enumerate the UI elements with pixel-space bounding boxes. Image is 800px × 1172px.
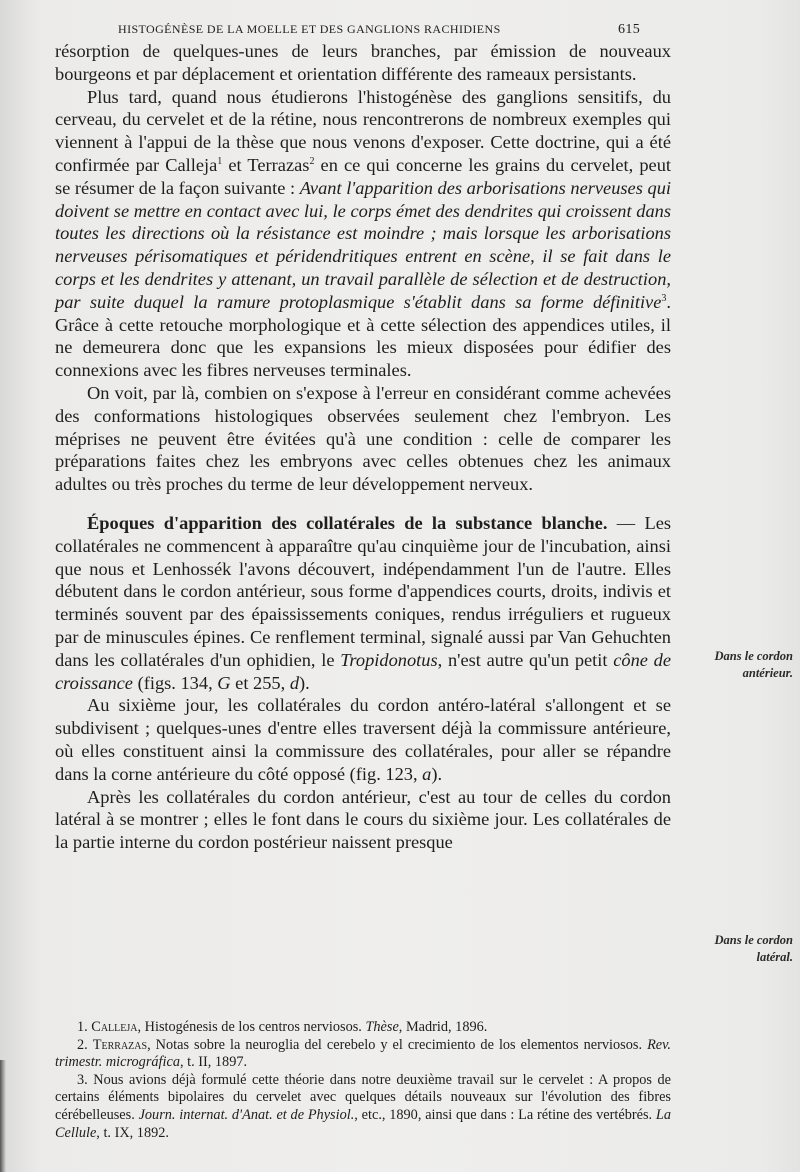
text-run: . Grâce à cette retouche morphologique et à cette sélection des appendices utiles, il ne demeurera donc que les expansions les mieux disposées pour édifier des connexions avec les fibres nerveuses terminales. (55, 291, 671, 381)
text-run: — Les collatérales ne commencent à apparaître qu'au cinquième jour de l'incubation, ainsi que nous et Lenhossék l'avons découvert, indépendamment l'un de l'autre. Elles débutent dans le cordon antérieur, sous forme d'appendices courts, droits, indivis et terminés souvent par des épaississements coniques, rendus irréguliers et rugueux par de minuscules épines. Ce renflement terminal, signalé aussi par Van Gehuchten dans les collatérales d'un ophidien, le (55, 512, 672, 670)
text-run: 3. Nous avions déjà formulé cette théorie dans notre deuxième travail sur le cervelet : A propos de certains éléments bipolaires du cervelet avec quelques détails nouveaux sur l'évolution des fibres cérébelleuses. (55, 1071, 671, 1123)
paragraph-1: résorption de quelques-unes de leurs branches, par émission de nouveaux bourgeons et par déplacement et orientation différente des rameaux persistants. (55, 41, 671, 84)
italic-term: d (289, 672, 300, 693)
text-run: , Histogénesis de los centros nerviosos. (137, 1019, 366, 1035)
section-heading: Époques d'apparition des collatérales de la substance blanche. (87, 512, 608, 533)
text-run: , Notas sobre la neuroglia del cerebelo y el crecimiento de los elementos nerviosos. (147, 1036, 648, 1053)
margin-note-anterior: Dans le cordon antérieur. (714, 649, 793, 680)
paragraph-6: Après les collatérales du cordon antérieur, c'est au tour de celles du cordon latéral à se montrer ; elles le font dans le cours du sixième jour. Les collatérales de la partie interne du cordon postérieur naissent presque (55, 786, 671, 853)
italic-quote: Avant l'apparition des arborisations nerveuses qui doivent se mettre en contact avec lui, le corps émet des dendrites qui croissent dans toutes les directions où la résistance est moindre ; mais lorsque les arborisations nerveuses périsomatiques et péridendritiques entrent en scène, il se fait dans le corps et les dendrites y attenant, un travail parallèle de sélection et de destruction, par suite duquel la ramure protoplasmique s'établit dans sa forme définitive (55, 177, 671, 312)
footnote-ref-2[interactable]: 2 (309, 155, 315, 167)
running-title: HISTOGÉNÈSE DE LA MOELLE ET DES GANGLIONS RACHIDIENS (118, 22, 501, 36)
paragraph-2 (55, 86, 671, 382)
page-number: 615 (618, 22, 641, 37)
page-edge-shadow (0, 1060, 6, 1172)
text-run: ). (431, 763, 443, 784)
footnote-number: 1. (77, 1019, 92, 1035)
text-run: , Madrid, 1896. (398, 1019, 488, 1035)
text-run: , etc., 1890, ainsi que dans : La rétine des vertébrés. (354, 1106, 656, 1123)
footnote-2 (55, 1037, 671, 1072)
italic-term: cône de croissance (55, 649, 671, 693)
footnote-author: Terrazas (92, 1036, 148, 1053)
footnote-author: Calleja (91, 1019, 138, 1035)
running-header (118, 22, 648, 37)
text-run: et 255, (230, 672, 290, 693)
italic-term: G (217, 672, 231, 693)
paragraph-3: On voit, par là, combien on s'expose à l'erreur en considérant comme achevées des conformations histologiques observées seulement chez l'embryon. Les méprises ne peuvent être évitées qu'à une condition : celle de comparer les préparations faites chez les embryons avec celles obtenues chez les animaux adultes ou très proches du terme de leur développement nerveux. (55, 382, 671, 495)
italic-term: Tropidonotus (340, 649, 438, 670)
text-run: , n'est autre qu'un petit (437, 649, 614, 670)
footnotes (55, 1019, 671, 1142)
italic-term: Journ. internat. d'Anat. et de Physiol. (138, 1106, 355, 1123)
footnote-3 (55, 1072, 671, 1142)
text-run: ). (299, 672, 310, 693)
footnote-ref-1[interactable]: 1 (217, 155, 223, 167)
text-run: Plus tard, quand nous étudierons l'histogénèse des ganglions sensitifs, du cerveau, du cervelet et de la rétine, nous rencontrerons de nombreux exemples qui viennent à l'appui de la thèse que nous venons d'exposer. Cette doctrine, qui a été confirmée par Calleja (55, 86, 671, 175)
margin-note-lateral: Dans le cordon latéral. (714, 933, 793, 964)
italic-term: a (422, 763, 432, 784)
footnote-1 (55, 1019, 671, 1037)
italic-term: La Cellule (55, 1106, 672, 1141)
paragraph-4 (55, 512, 671, 694)
text-run: en ce qui concerne les grains du cervelet, peut se résumer de la façon suivante : (55, 154, 672, 198)
italic-term: Rev. trimestr. micrográfica (55, 1036, 671, 1071)
footnote-number: 2. (77, 1036, 93, 1053)
section-gap (55, 496, 671, 512)
text-run: et Terrazas (222, 154, 310, 175)
footnote-ref-3[interactable]: 3 (661, 292, 667, 304)
text-run: , t. IX, 1892. (96, 1124, 169, 1141)
main-text (55, 40, 671, 854)
text-run: (figs. 134, (132, 672, 218, 693)
italic-term: Thèse (365, 1019, 399, 1035)
paragraph-5 (55, 694, 671, 785)
text-run: , t. II, 1897. (179, 1054, 248, 1071)
text-run: Au sixième jour, les collatérales du cordon antéro-latéral s'allongent et se subdivisent ; quelques-unes d'entre elles traversent déjà la commissure antérieure, où elles constituent ainsi la commissure des collatérales, pour aller se répandre dans la corne antérieure du côté opposé (fig. 123, (55, 695, 671, 784)
